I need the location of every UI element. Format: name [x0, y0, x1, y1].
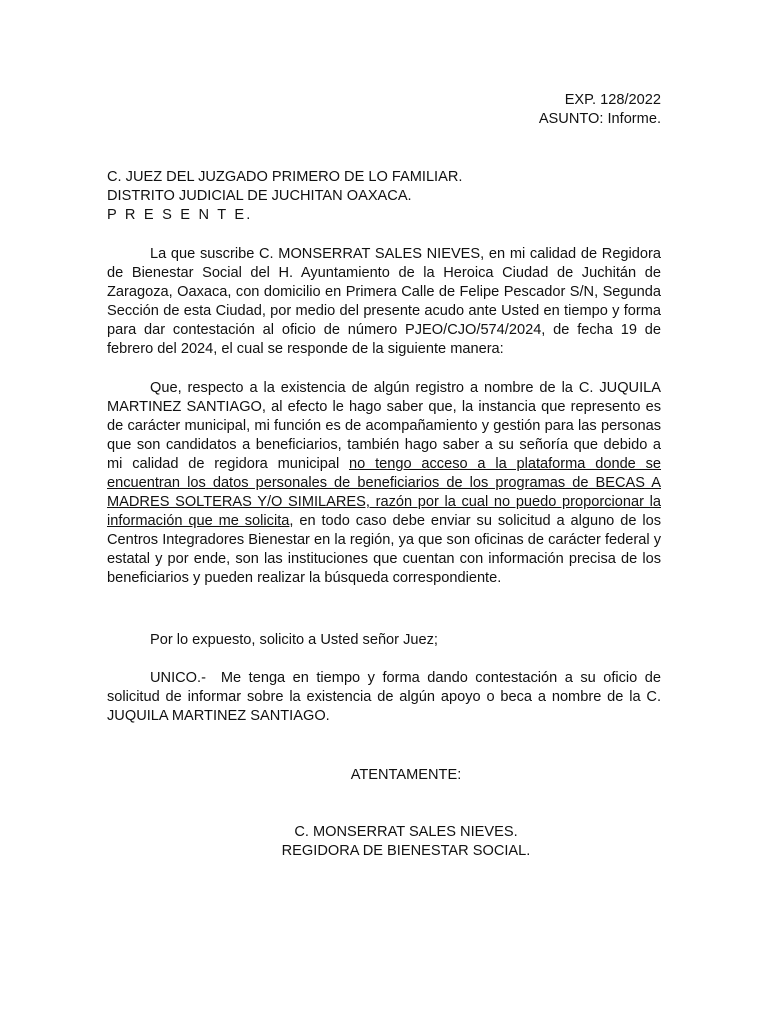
- signature-block: [0, 823, 768, 861]
- subject-line: ASUNTO: Informe.: [538, 111, 661, 127]
- paragraph-petition: Por lo expuesto, solicito a Usted señor Juez;: [150, 632, 438, 648]
- response-text-end: , en todo caso debe enviar su solicitud a alguno de los Centros Integradores Bienestar en la región, ya que son oficinas de carácter federal y estatal y por ende, son las instituciones que cuentan con información precisa de los beneficiarios y pueden realizar la búsqueda correspondiente.: [107, 513, 661, 586]
- paragraph-unico: UNICO.- Me tenga en tiempo y forma dando contestación a su oficio de solicitud de informar sobre la existencia de algún apoyo o beca a nombre de la C. JUQUILA MARTINEZ SANTIAGO.: [107, 670, 666, 724]
- addressee-presente: P R E S E N T E.: [107, 207, 253, 223]
- response-text-start: Que, respecto a la existencia de algún registro a nombre de la C. JUQUILA MARTINEZ SANTIAGO, al efecto le hago saber que, la instancia que represento es de carácter municipal, mi función es de acompañamiento y gestión para las personas que son candidatos a beneficiarios, también hago saber a su señoría que debido a mi calidad de regidora municipal: [107, 380, 661, 472]
- addressee-block: [107, 168, 462, 225]
- paragraph-response: [107, 379, 661, 588]
- response-underlined-text: no tengo acceso a la plataforma donde se encuentran los datos personales de beneficiarios de los programas de BECAS A MADRES SOLTERAS Y/O SIMILARES, razón por la cual no puedo proporcionar la información que me solicita: [107, 456, 662, 529]
- closing-atentamente: ATENTAMENTE:: [350, 767, 462, 783]
- expediente-number: EXP. 128/2022: [564, 92, 661, 108]
- signer-title: REGIDORA DE BIENESTAR SOCIAL.: [281, 843, 531, 859]
- addressee-judge: C. JUEZ DEL JUZGADO PRIMERO DE LO FAMILIAR.: [107, 169, 463, 185]
- signer-name: C. MONSERRAT SALES NIEVES.: [294, 824, 518, 840]
- paragraph-introduction: La que suscribe C. MONSERRAT SALES NIEVES, en mi calidad de Regidora de Bienestar Social del H. Ayuntamiento de la Heroica Ciudad de Juchitán de Zaragoza, Oaxaca, con domicilio en Primera Calle de Felipe Pescador S/N, Segunda Sección de esta Ciudad, por medio del presente acudo ante Usted en tiempo y forma para dar contestación al oficio de número PJEO/CJO/574/2024, de fecha 19 de febrero del 2024, el cual se responde de la siguiente manera:: [107, 246, 661, 357]
- addressee-district: DISTRITO JUDICIAL DE JUCHITAN OAXACA.: [107, 188, 412, 204]
- case-header: [539, 91, 661, 129]
